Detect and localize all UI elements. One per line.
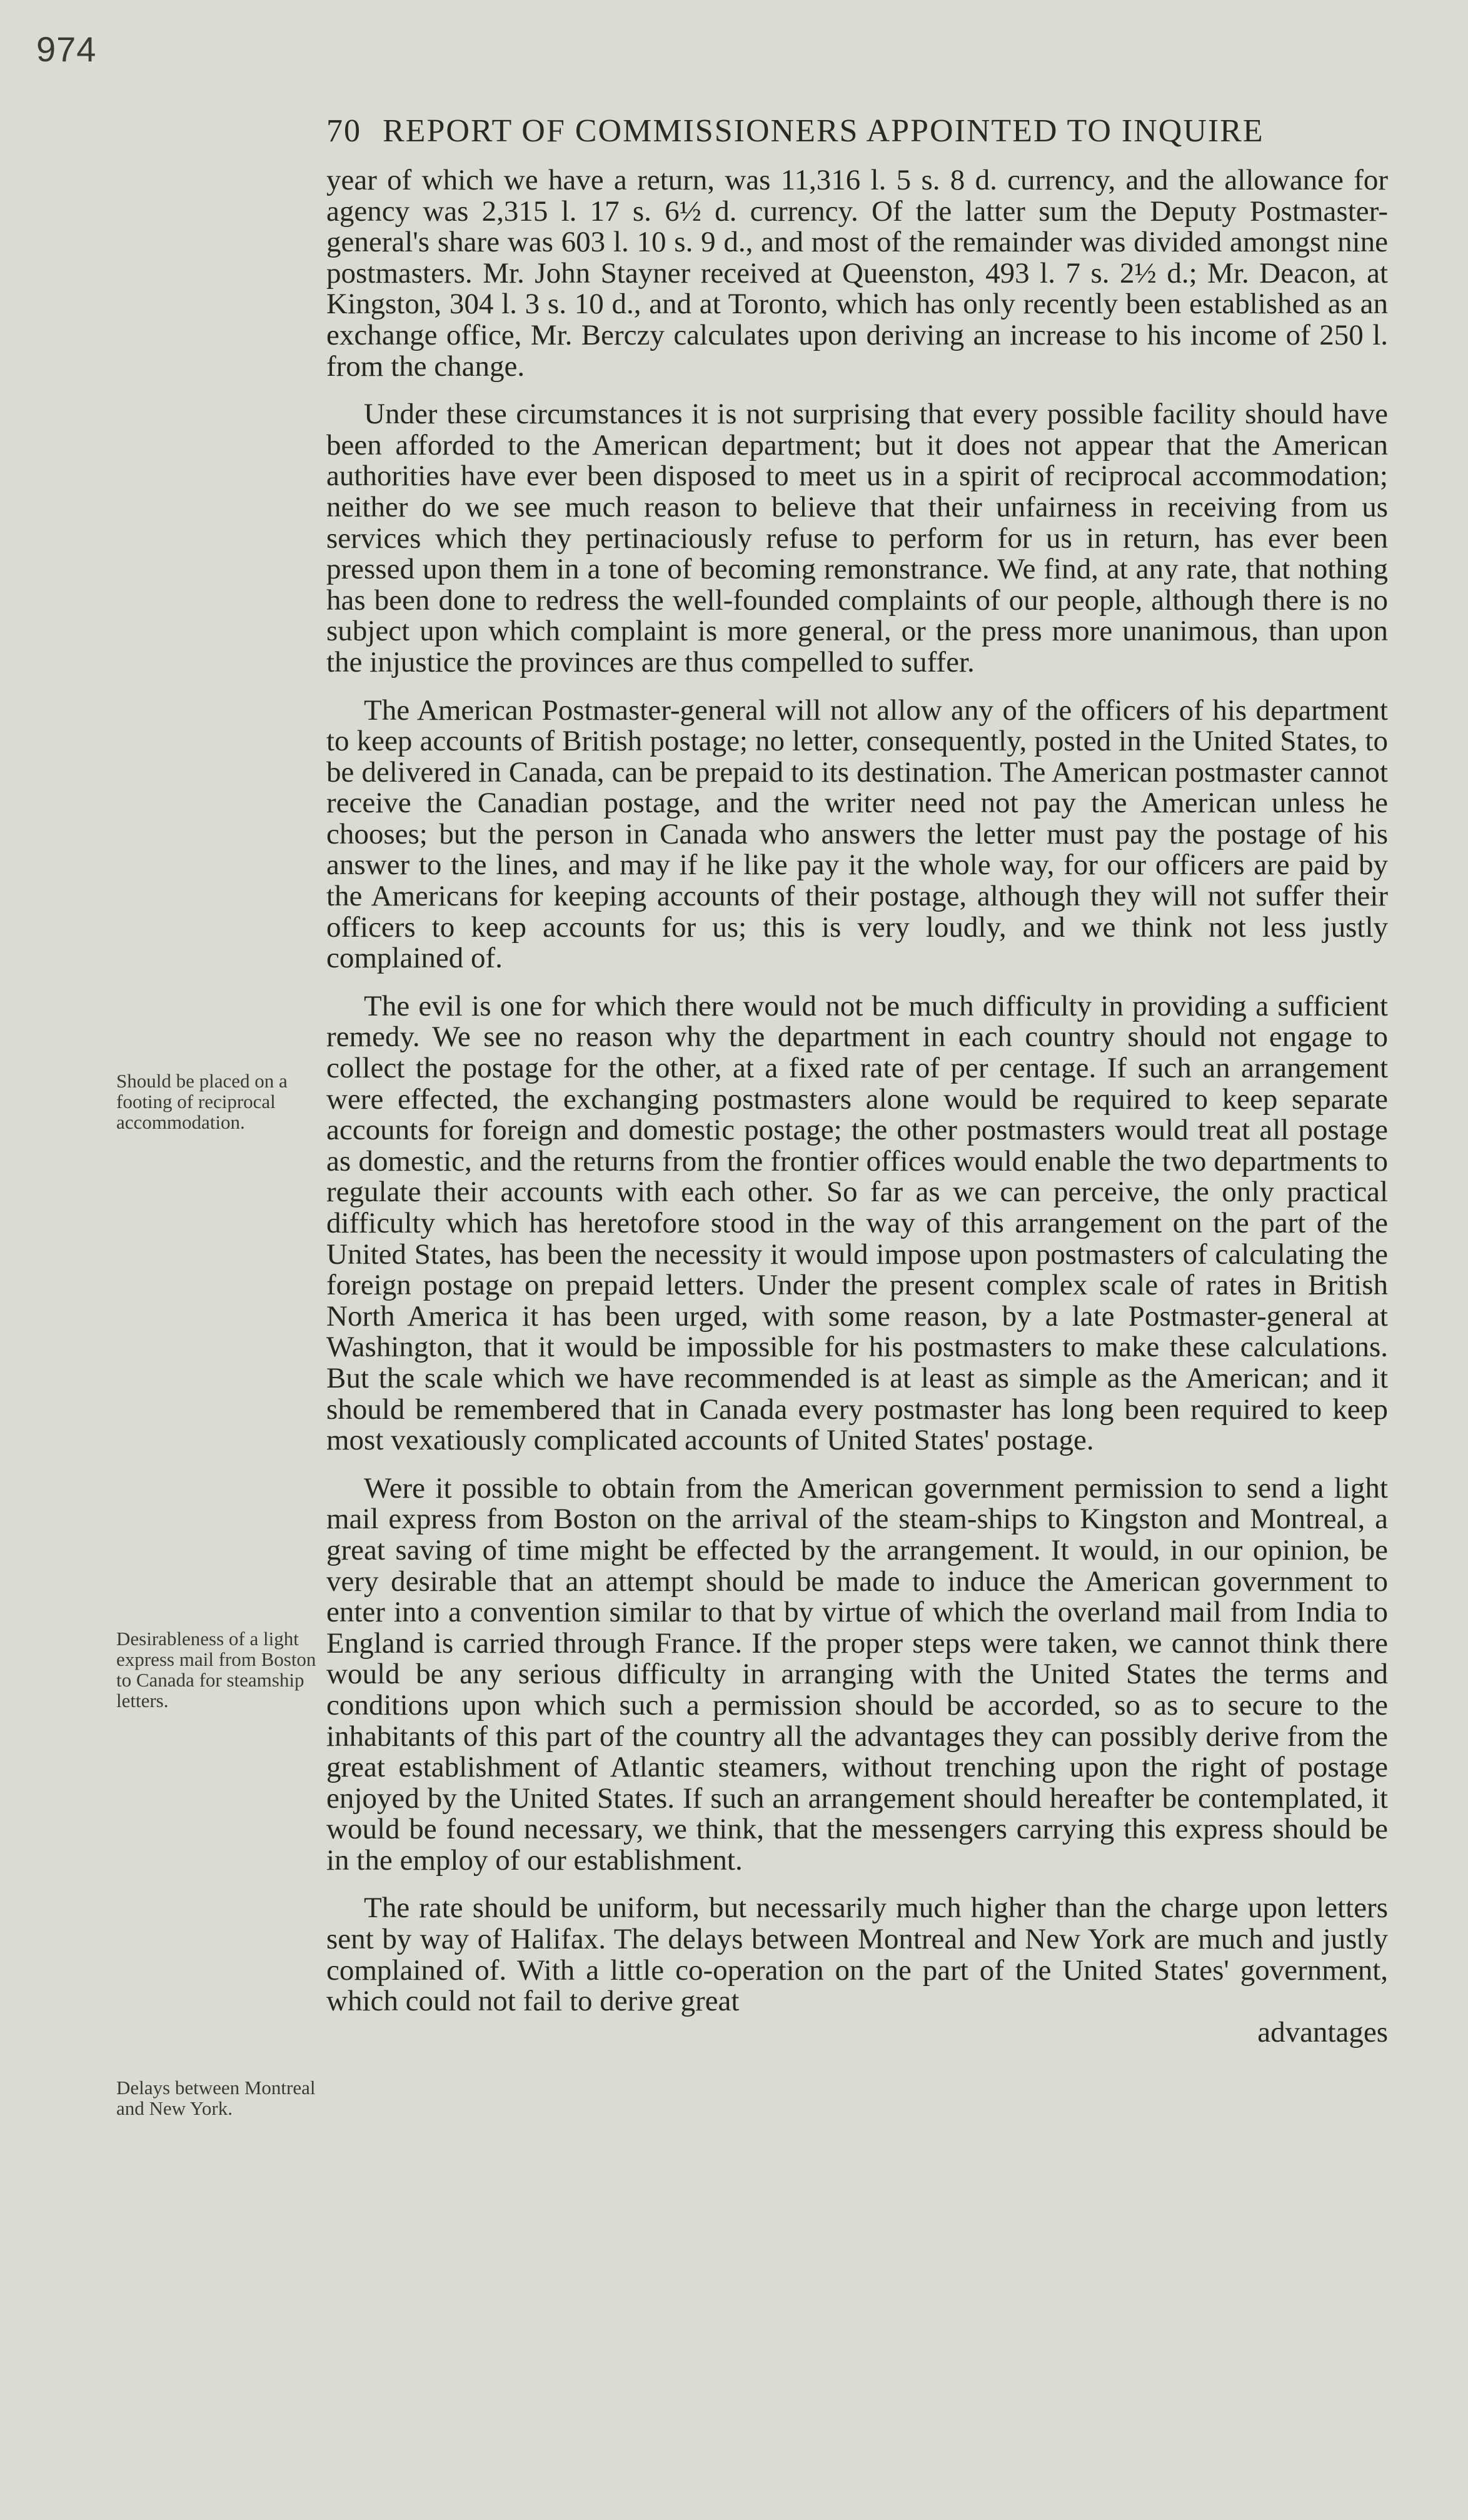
margin-note: Delays between Montreal and New York. xyxy=(116,2077,316,2119)
running-title: REPORT OF COMMISSIONERS APPOINTED TO INQUIRE xyxy=(383,113,1264,149)
page-number: 70 xyxy=(326,113,361,149)
margin-note: Desirableness of a light express mail from Boston to Canada for steamship letters. xyxy=(116,1628,316,1711)
paragraph: The evil is one for which there would not be much difficulty in providing a sufficient remedy. We see no reason why the department in each country should not engage to collect the postage for the other, at a fixed rate of per centage. If such an arrangement were effected, the exchanging postmasters alone would be required to keep separate accounts for foreign and domestic postage; the other postmasters would treat all postage as domestic, and the returns from the frontier offices would enable the two departments to regulate their accounts with each other. So far as we can perceive, the only practical difficulty which has heretofore stood in the way of this arrangement on the part of the United States, has been the necessity it would impose upon postmasters of calculating the foreign postage on prepaid letters. Under the present complex scale of rates in British North America it has been urged, with some reason, by a late Postmaster-general at Washington, that it would be impossible for his postmasters to make these calculations. But the scale which we have recommended is at least as simple as the American; and it should be remembered that in Canada every postmaster has long been required to keep most vexatiously complicated accounts of United States' postage. xyxy=(326,989,1388,1457)
paragraph: The rate should be uniform, but necessarily much higher than the charge upon letters sent by way of Halifax. The delays between Montreal and New York are much and justly complained of. With a little co-operation on the part of the United States' government, which could not fail to derive great xyxy=(326,1892,1388,2018)
catchword: advantages xyxy=(1257,2015,1388,2049)
paragraph: Under these circumstances it is not surprising that every possible facility should have been afforded to the American department; but it does not appear that the American authorities have ever been disposed to meet us in a spirit of reciprocal accommodation; neither do we see much reason to believe that their unfairness in receiving from us services which they pertinaciously refuse to perform for us in return, has ever been pressed upon them in a tone of becoming remonstrance. We find, at any rate, that nothing has been done to redress the well-founded complaints of our people, although there is no subject upon which complaint is more general, or the press more unanimous, than upon the injustice the provinces are thus compelled to suffer. xyxy=(326,398,1388,678)
running-header xyxy=(326,113,1389,149)
text-column xyxy=(326,165,1388,2048)
folio-number: 974 xyxy=(36,29,97,69)
paragraph: The American Postmaster-general will not allow any of the officers of his department to keep accounts of British postage; no letter, consequently, posted in the United States, to be delivered in Canada, can be prepaid to its destination. The American postmaster cannot receive the Canadian postage, and the writer need not pay the American unless he chooses; but the person in Canada who answers the letter must pay the postage of his answer to the lines, and may if he like pay it the whole way, for our officers are paid by the Americans for keeping accounts of their postage, although they will not suffer their officers to keep accounts for us; this is very loudly, and we think not less justly complained of. xyxy=(326,693,1388,975)
paragraph: Were it possible to obtain from the American government permission to send a light mail express from Boston on the arrival of the steam-ships to Kingston and Montreal, a great saving of time might be effected by the arrangement. It would, in our opinion, be very desirable that an attempt should be made to induce the American government to enter into a convention similar to that by virtue of which the overland mail from India to England is carried through France. If the proper steps were taken, we cannot think there would be any serious difficulty in arranging with the United States the terms and conditions upon which such a permission should be accorded, so as to secure to the inhabitants of this part of the country all the advantages they can possibly derive from the great establishment of Atlantic steamers, without trenching upon the right of postage enjoyed by the United States. If such an arrangement should hereafter be contemplated, it would be found necessary, we think, that the messengers carrying this express should be in the employ of our establishment. xyxy=(326,1471,1388,1877)
paragraph: year of which we have a return, was 11,316 l. 5 s. 8 d. currency, and the allowance for agency was 2,315 l. 17 s. 6½ d. currency. Of the latter sum the Deputy Postmaster-general's share was 603 l. 10 s. 9 d., and most of the remainder was divided amongst nine postmasters. Mr. John Stayner received at Queenston, 493 l. 7 s. 2½ d.; Mr. Deacon, at Kingston, 304 l. 3 s. 10 d., and at Toronto, which has only recently been established as an exchange office, Mr. Berczy calculates upon deriving an increase to his income of 250 l. from the change. xyxy=(326,164,1388,383)
margin-note: Should be placed on a footing of reciprocal accommodation. xyxy=(116,1070,288,1133)
